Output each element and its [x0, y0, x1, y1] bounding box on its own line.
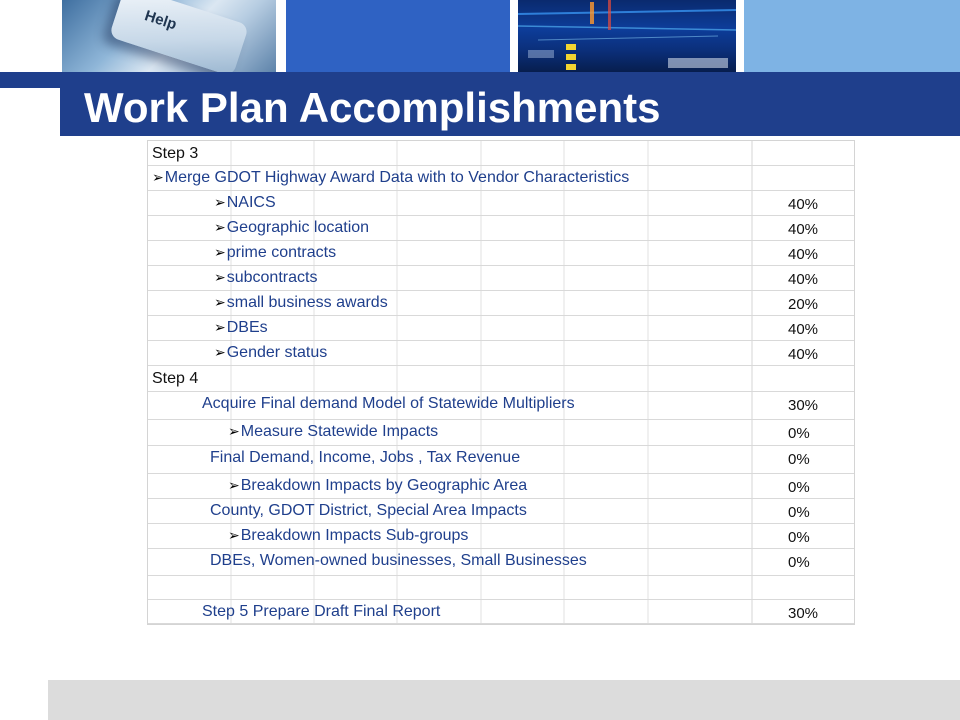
arrow-bullet-icon: ➢: [228, 423, 240, 439]
arrow-bullet-icon: ➢: [214, 219, 226, 235]
task-label: [210, 449, 520, 467]
task-label: [152, 169, 629, 187]
arrow-bullet-icon: ➢: [228, 527, 240, 543]
arrow-bullet-icon: ➢: [214, 344, 226, 360]
table-row: [148, 576, 854, 600]
percent-complete: 20%: [788, 296, 819, 313]
task-label: [214, 269, 317, 287]
percent-complete: 40%: [788, 271, 819, 288]
task-label: [228, 527, 468, 545]
task-text: Breakdown Impacts by Geographic Area: [240, 477, 528, 494]
task-label: [214, 219, 369, 237]
table-row: [148, 266, 854, 291]
title-band-left-bar: [0, 72, 62, 88]
task-text: Step 5 Prepare Draft Final Report: [202, 603, 441, 620]
circuit-photo: [518, 0, 736, 72]
page-title: Work Plan Accomplishments: [84, 84, 661, 131]
percent-complete: 30%: [788, 605, 819, 622]
accomplishments-table: [147, 140, 855, 625]
table-row: [148, 420, 854, 446]
table-row: [148, 216, 854, 241]
task-text: Merge GDOT Highway Award Data with to Vendor Characteristics: [164, 169, 630, 186]
task-text: Final Demand, Income, Jobs , Tax Revenue: [210, 449, 521, 466]
percent-complete: 40%: [788, 221, 819, 238]
percent-complete: 40%: [788, 196, 819, 213]
task-text: small business awards: [226, 294, 388, 311]
footer-band: [48, 680, 960, 720]
arrow-bullet-icon: ➢: [214, 194, 226, 210]
table-row: [148, 241, 854, 266]
table-row: [148, 446, 854, 474]
arrow-bullet-icon: ➢: [152, 169, 164, 185]
task-text: Geographic location: [226, 219, 370, 236]
task-text: prime contracts: [226, 244, 337, 261]
task-label: [214, 344, 327, 362]
table-row: [148, 166, 854, 191]
task-text: Breakdown Impacts Sub-groups: [240, 527, 469, 544]
task-text: Gender status: [226, 344, 328, 361]
task-text: DBEs: [226, 319, 268, 336]
percent-complete: 40%: [788, 346, 819, 363]
task-label: [228, 477, 527, 495]
task-label: [210, 502, 527, 520]
step-label: Step 3: [152, 145, 199, 162]
table-row: [148, 499, 854, 524]
task-label: [202, 395, 575, 413]
table-row: [148, 549, 854, 576]
task-text: NAICS: [226, 194, 276, 211]
table-row: [148, 191, 854, 216]
table-row: [148, 392, 854, 420]
table-row: [148, 341, 854, 366]
table-row: [148, 141, 854, 166]
help-key-label: Help: [142, 7, 179, 34]
table-row: [148, 524, 854, 549]
circuit-graphic: [518, 0, 736, 72]
task-label: [202, 603, 440, 621]
task-label: [214, 244, 336, 262]
percent-complete: 30%: [788, 397, 819, 414]
table-row: [148, 600, 854, 624]
task-text: subcontracts: [226, 269, 318, 286]
blue-tile: [286, 0, 510, 72]
arrow-bullet-icon: ➢: [214, 319, 226, 335]
percent-complete: 0%: [788, 529, 810, 546]
task-label: [214, 294, 388, 312]
keyboard-photo: [62, 0, 276, 72]
arrow-bullet-icon: ➢: [214, 294, 226, 310]
table-row: [148, 291, 854, 316]
task-text: County, GDOT District, Special Area Impacts: [210, 502, 527, 519]
task-text: Measure Statewide Impacts: [240, 423, 439, 440]
table-row: [148, 366, 854, 392]
percent-complete: 0%: [788, 451, 810, 468]
task-label: [214, 194, 276, 212]
percent-complete: 0%: [788, 479, 810, 496]
task-label: [214, 319, 268, 337]
task-label: [228, 423, 438, 441]
percent-complete: 0%: [788, 425, 810, 442]
task-text: Acquire Final demand Model of Statewide Multipliers: [202, 395, 575, 412]
task-label: [210, 552, 587, 570]
light-blue-tile: [744, 0, 960, 72]
percent-complete: 0%: [788, 504, 810, 521]
percent-complete: 0%: [788, 554, 810, 571]
task-text: DBEs, Women-owned businesses, Small Businesses: [210, 552, 587, 569]
table-row: [148, 316, 854, 341]
percent-complete: 40%: [788, 246, 819, 263]
arrow-bullet-icon: ➢: [214, 269, 226, 285]
step-label: Step 4: [152, 370, 199, 387]
arrow-bullet-icon: ➢: [228, 477, 240, 493]
table-row: [148, 474, 854, 499]
arrow-bullet-icon: ➢: [214, 244, 226, 260]
percent-complete: 40%: [788, 321, 819, 338]
help-key-image: [109, 0, 249, 77]
